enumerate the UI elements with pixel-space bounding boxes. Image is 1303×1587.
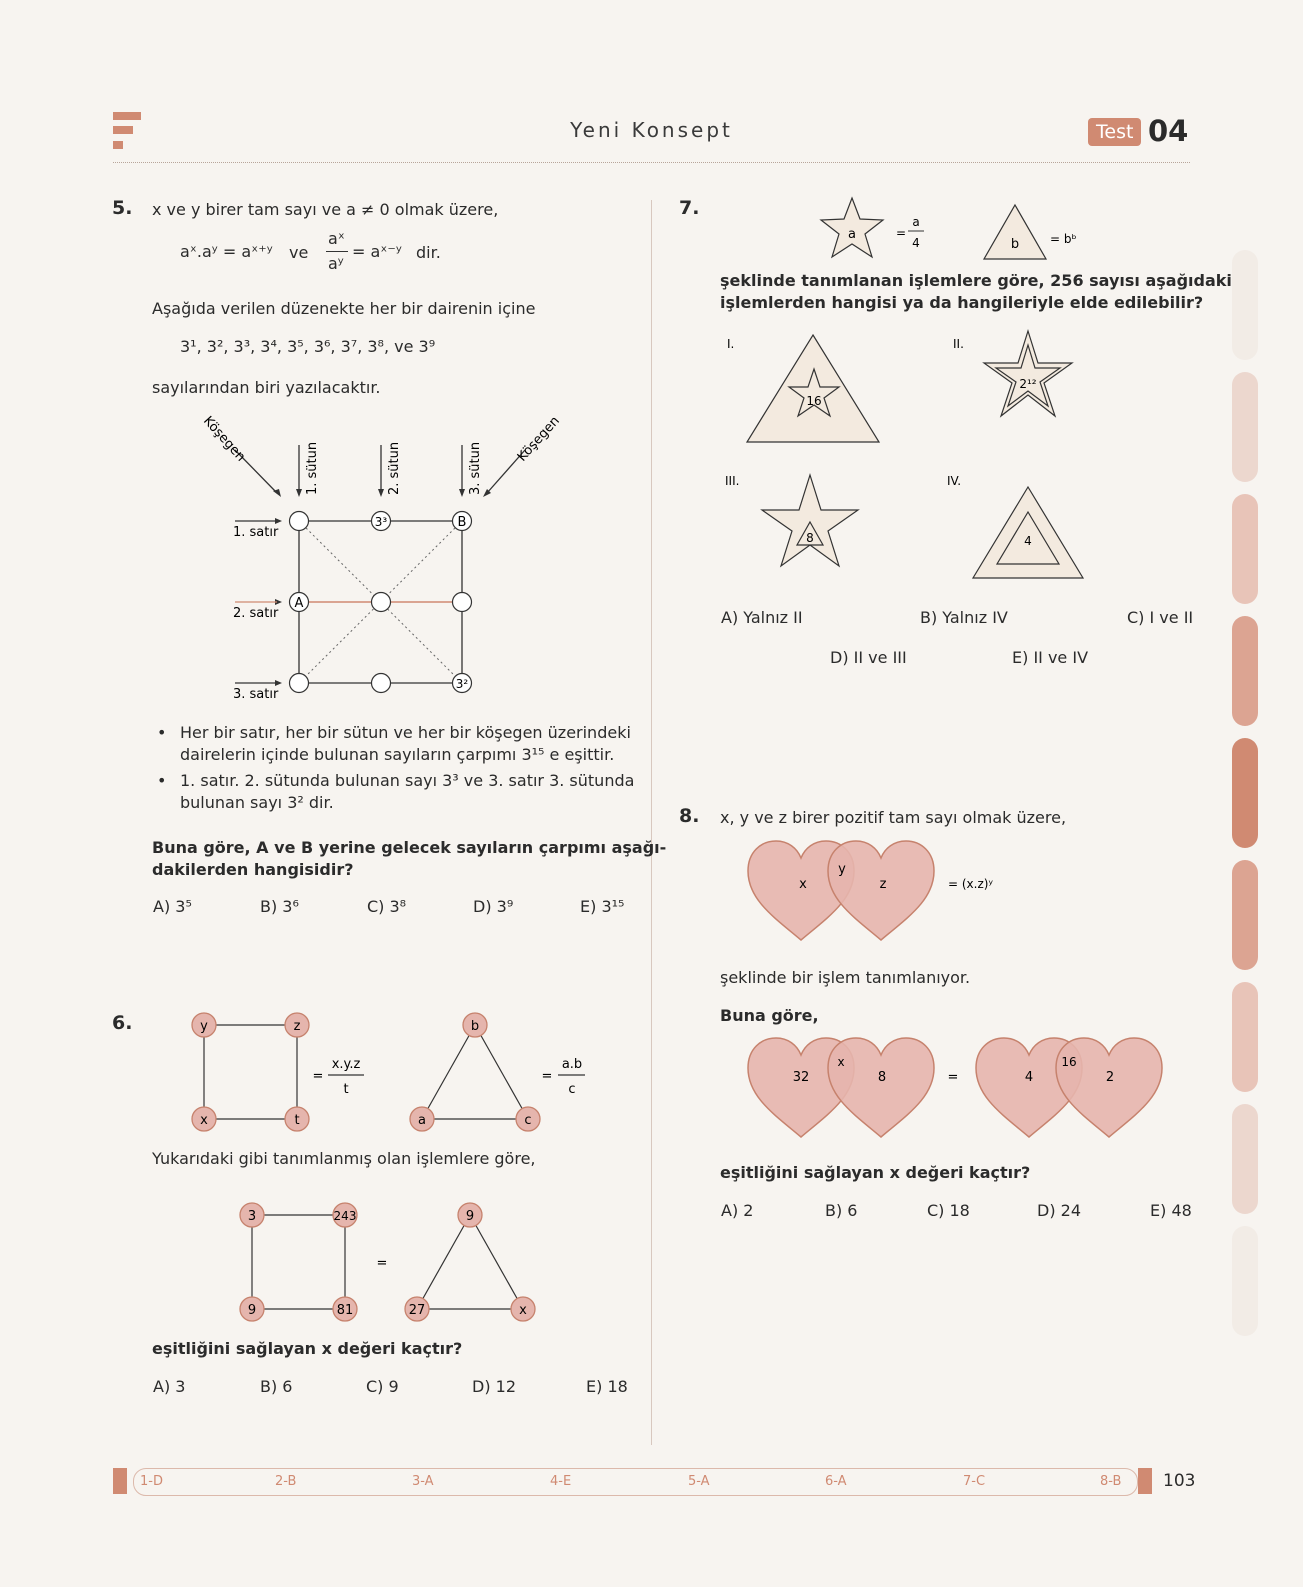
row3-label: 3. satır [233,687,279,702]
heart-y: y [838,862,846,877]
q5-bullet1a: Her bir satır, her bir sütun ve her bir köşegen üzerindeki [180,723,631,742]
header-divider [113,162,1190,163]
answer-bar-left-mark [113,1468,127,1494]
sq-bl: x [200,1113,208,1128]
diag-right-label: Köşegen [514,413,563,465]
sq-den: t [343,1082,349,1097]
header-title: Yeni Konsept [570,118,733,142]
row1-label: 1. satır [233,525,279,540]
q5-powers: 3¹, 3², 3³, 3⁴, 3⁵, 3⁶, 3⁷, 3⁸, ve 3⁹ [180,337,436,356]
h1-right: 8 [877,1070,887,1085]
col3-label: 3. sütun [468,441,483,495]
heart-z: z [879,877,887,892]
q5-number: 5. [112,197,133,219]
eq-sign: = [895,226,907,240]
tri-num: a.b [561,1057,583,1072]
q8-text: şeklinde bir işlem tanımlanıyor. [720,968,971,987]
sq-num: x.y.z [331,1057,361,1072]
q5-option-d[interactable]: D) 3⁹ [473,897,514,916]
q8-option-b[interactable]: B) 6 [825,1201,858,1220]
answer-bar-right-mark [1138,1468,1152,1494]
fig3-value: 8 [806,531,814,545]
row2-label: 2. satır [233,606,279,621]
tri-label: b [1010,237,1020,252]
q5-formula-num: aˣ [328,229,345,248]
sq-br: t [294,1113,300,1128]
q5-grid-diagram [195,405,595,715]
q7-option-a[interactable]: A) Yalnız II [721,608,803,627]
q6-number: 6. [112,1012,133,1034]
cell-b: B [457,515,467,530]
q5-option-c[interactable]: C) 3⁸ [367,897,407,916]
side-tab-active[interactable] [1232,738,1258,848]
q6-option-c[interactable]: C) 9 [366,1377,399,1396]
q7-option-c[interactable]: C) I ve II [1127,608,1194,627]
test-number: 04 [1148,114,1189,148]
h2-left: 4 [1024,1070,1034,1085]
q8-option-c[interactable]: C) 18 [927,1201,970,1220]
star-label: a [848,227,856,242]
star-den: 4 [912,236,920,250]
sq-tl: y [200,1019,208,1034]
q6-option-a[interactable]: A) 3 [153,1377,186,1396]
q6-option-b[interactable]: B) 6 [260,1377,293,1396]
cell-top-mid: 3³ [374,515,388,529]
sq-tr: z [293,1019,301,1034]
q5-bullet1b: dairelerin içinde bulunan sayıların çarpımı 3¹⁵ e eşittir. [180,745,615,764]
side-tab[interactable] [1232,494,1258,604]
q7-question-b: işlemlerden hangisi ya da hangileriyle elde edilebilir? [720,293,1204,312]
answer-1: 1-D [140,1474,163,1489]
q6-definitions [180,1005,600,1140]
sq2-tl: 3 [247,1209,257,1224]
q8-option-d[interactable]: D) 24 [1037,1201,1082,1220]
heart-result: = (x.z)ʸ [948,877,993,891]
label-iv: IV. [947,474,962,488]
side-tab[interactable] [1232,860,1258,970]
side-tab[interactable] [1232,1104,1258,1214]
answer-2: 2-B [275,1474,297,1489]
q5-formula-ve: ve [289,243,309,262]
q8-number: 8. [679,805,700,827]
q8-heart-definition [745,838,1045,948]
q5-option-e[interactable]: E) 3¹⁵ [580,897,625,916]
q5-question-b: dakilerden hangisidir? [152,860,354,879]
tri2-top: 9 [465,1209,475,1224]
label-iii: III. [725,474,740,488]
q5-option-a[interactable]: A) 3⁵ [153,897,192,916]
q5-intro: x ve y birer tam sayı ve a ≠ 0 olmak üzere, [152,200,499,219]
side-tab[interactable] [1232,1226,1258,1336]
sq2-br: 81 [336,1303,354,1318]
cell-bot-right: 3² [455,677,469,691]
q8-option-e[interactable]: E) 48 [1150,1201,1192,1220]
q7-question-a: şeklinde tanımlanan işlemlere göre, 256 sayısı aşağıdaki [720,271,1232,290]
q8-heart-equation [745,1035,1175,1145]
answer-3: 3-A [412,1474,434,1489]
q8-intro: x, y ve z birer pozitif tam sayı olmak üzere, [720,808,1067,827]
q6-equation [225,1195,555,1325]
q5-option-b[interactable]: B) 3⁶ [260,897,299,916]
q6-option-d[interactable]: D) 12 [472,1377,517,1396]
q5-question-a: Buna göre, A ve B yerine gelecek sayıların çarpımı aşağı- [152,838,667,857]
star-num: a [912,215,920,229]
test-badge: Test [1088,118,1141,146]
q5-line2: Aşağıda verilen düzenekte her bir dairenin içine [152,299,536,318]
bullet-dot: • [157,771,167,790]
col1-label: 1. sütun [305,441,320,495]
q5-formula-right: = aˣ⁻ʸ [352,242,402,261]
fig2-value: 2¹² [1019,377,1037,391]
sq2-bl: 9 [247,1303,257,1318]
tri-result: = bᵇ [1050,232,1077,246]
tri2-br: x [519,1303,527,1318]
q6-question: eşitliğini sağlayan x değeri kaçtır? [152,1339,463,1358]
fig4-value: 4 [1024,534,1032,548]
answer-4: 4-E [550,1474,572,1489]
col2-label: 2. sütun [387,441,402,495]
sq2-tr: 243 [333,1209,357,1223]
answer-6: 6-A [825,1474,847,1489]
q7-definitions [810,193,1110,268]
q7-option-d[interactable]: D) II ve III [830,648,907,667]
q8-option-a[interactable]: A) 2 [721,1201,754,1220]
eq-sign: = [541,1069,553,1084]
eq-sign: = [376,1256,388,1271]
label-i: I. [727,337,735,351]
q5-formula-den: aʸ [328,254,344,273]
side-tab[interactable] [1232,372,1258,482]
q5-line3: sayılarından biri yazılacaktır. [152,378,381,397]
q8-question: eşitliğini sağlayan x değeri kaçtır? [720,1163,1031,1182]
diag-left-label: Köşegen [200,413,249,465]
eq-sign: = [947,1070,959,1085]
q7-option-b[interactable]: B) Yalnız IV [920,608,1008,627]
tri-top: b [470,1019,480,1034]
fraction-bar [326,251,348,252]
q5-formula-dir: dir. [416,243,441,262]
bullet-dot: • [157,723,167,742]
h2-right: 2 [1105,1070,1115,1085]
q8-buna: Buna göre, [720,1006,819,1025]
side-tab[interactable] [1232,982,1258,1092]
side-tab[interactable] [1232,616,1258,726]
h2-mid: 16 [1061,1055,1077,1069]
q5-formula-left: aˣ.aʸ = aˣ⁺ʸ [180,242,273,261]
tri-bl: a [418,1113,426,1128]
h1-left: 32 [792,1070,810,1085]
side-tab[interactable] [1232,250,1258,360]
h1-mid: x [837,1055,845,1069]
q7-figures [715,325,1115,600]
column-divider [651,200,652,1445]
answer-7: 7-C [963,1474,986,1489]
answer-8: 8-B [1100,1474,1122,1489]
q5-bullet2a: 1. satır. 2. sütunda bulunan sayı 3³ ve 3. satır 3. sütunda [180,771,635,790]
answer-5: 5-A [688,1474,710,1489]
q7-option-e[interactable]: E) II ve IV [1012,648,1089,667]
heart-x: x [799,877,807,892]
eq-sign: = [312,1069,324,1084]
page-number: 103 [1163,1471,1196,1491]
tri-br: c [524,1113,532,1128]
label-ii: II. [953,337,964,351]
q7-number: 7. [679,197,700,219]
q6-option-e[interactable]: E) 18 [586,1377,628,1396]
tri-den: c [568,1082,576,1097]
q6-text: Yukarıdaki gibi tanımlanmış olan işlemlere göre, [152,1149,536,1168]
q5-bullet2b: bulunan sayı 3² dir. [180,793,334,812]
tri2-bl: 27 [408,1303,426,1318]
fig1-value: 16 [806,394,822,408]
cell-a: A [294,596,304,611]
